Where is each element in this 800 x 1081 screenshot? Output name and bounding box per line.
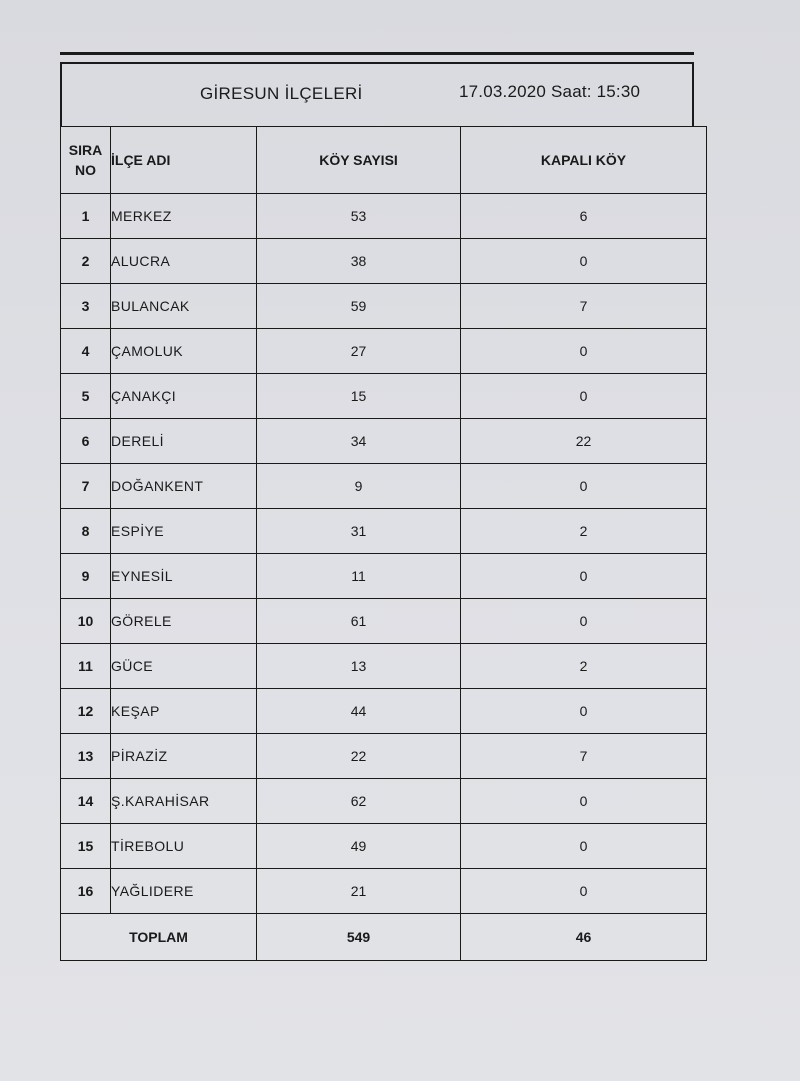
table-row — [61, 329, 707, 374]
village-count: 62 — [257, 779, 461, 824]
closed-village-count: 0 — [461, 329, 707, 374]
closed-village-count: 0 — [461, 779, 707, 824]
table-row — [61, 284, 707, 329]
district-name: PİRAZİZ — [111, 734, 257, 779]
closed-village-count: 22 — [461, 419, 707, 464]
row-number: 8 — [61, 509, 111, 554]
table-body — [61, 194, 707, 914]
table-row — [61, 374, 707, 419]
district-name: GÜCE — [111, 644, 257, 689]
closed-village-count: 0 — [461, 689, 707, 734]
village-count: 34 — [257, 419, 461, 464]
closed-village-count: 2 — [461, 509, 707, 554]
total-closed: 46 — [461, 914, 707, 961]
row-number: 10 — [61, 599, 111, 644]
table-row — [61, 689, 707, 734]
table-row — [61, 464, 707, 509]
village-count: 22 — [257, 734, 461, 779]
row-number: 14 — [61, 779, 111, 824]
village-count: 44 — [257, 689, 461, 734]
district-name: MERKEZ — [111, 194, 257, 239]
district-name: BULANCAK — [111, 284, 257, 329]
village-count: 59 — [257, 284, 461, 329]
district-name: DERELİ — [111, 419, 257, 464]
row-number: 4 — [61, 329, 111, 374]
table-row — [61, 509, 707, 554]
table-row — [61, 599, 707, 644]
row-number: 13 — [61, 734, 111, 779]
closed-village-count: 0 — [461, 374, 707, 419]
district-name: Ş.KARAHİSAR — [111, 779, 257, 824]
village-count: 49 — [257, 824, 461, 869]
table-row — [61, 194, 707, 239]
table-row — [61, 554, 707, 599]
column-header-no — [61, 127, 111, 194]
column-header-no-line1: SIRA — [68, 142, 103, 158]
row-number: 1 — [61, 194, 111, 239]
table-header-row — [61, 127, 707, 194]
row-number: 6 — [61, 419, 111, 464]
table-row — [61, 644, 707, 689]
district-name: ESPİYE — [111, 509, 257, 554]
district-name: ÇAMOLUK — [111, 329, 257, 374]
village-count: 27 — [257, 329, 461, 374]
village-count: 13 — [257, 644, 461, 689]
village-count: 11 — [257, 554, 461, 599]
top-rule — [60, 52, 694, 55]
row-number: 7 — [61, 464, 111, 509]
table-row — [61, 734, 707, 779]
header-box — [60, 62, 694, 126]
row-number: 11 — [61, 644, 111, 689]
closed-village-count: 6 — [461, 194, 707, 239]
village-count: 61 — [257, 599, 461, 644]
closed-village-count: 0 — [461, 464, 707, 509]
village-count: 9 — [257, 464, 461, 509]
district-name: GÖRELE — [111, 599, 257, 644]
district-name: DOĞANKENT — [111, 464, 257, 509]
row-number: 15 — [61, 824, 111, 869]
closed-village-count: 7 — [461, 284, 707, 329]
page-title: GİRESUN İLÇELERİ — [200, 84, 363, 103]
village-count: 38 — [257, 239, 461, 284]
date-time: 17.03.2020 Saat: 15:30 — [459, 82, 641, 101]
total-row — [61, 914, 707, 961]
village-count: 53 — [257, 194, 461, 239]
row-number: 12 — [61, 689, 111, 734]
closed-village-count: 0 — [461, 239, 707, 284]
district-name: KEŞAP — [111, 689, 257, 734]
row-number: 3 — [61, 284, 111, 329]
district-name: YAĞLIDERE — [111, 869, 257, 914]
village-count: 31 — [257, 509, 461, 554]
district-name: ÇANAKÇI — [111, 374, 257, 419]
closed-village-count: 0 — [461, 824, 707, 869]
column-header-closed: KAPALI KÖY — [461, 127, 707, 194]
row-number: 5 — [61, 374, 111, 419]
row-number: 9 — [61, 554, 111, 599]
table-row — [61, 419, 707, 464]
total-villages: 549 — [257, 914, 461, 961]
column-header-villages: KÖY SAYISI — [257, 127, 461, 194]
closed-village-count: 2 — [461, 644, 707, 689]
district-name: TİREBOLU — [111, 824, 257, 869]
table-row — [61, 869, 707, 914]
table-row — [61, 824, 707, 869]
table-row — [61, 239, 707, 284]
total-label: TOPLAM — [61, 914, 257, 961]
table-row — [61, 779, 707, 824]
district-name: EYNESİL — [111, 554, 257, 599]
column-header-no-line2: NO — [75, 162, 96, 178]
district-table — [60, 126, 707, 961]
village-count: 21 — [257, 869, 461, 914]
district-name: ALUCRA — [111, 239, 257, 284]
closed-village-count: 0 — [461, 869, 707, 914]
village-count: 15 — [257, 374, 461, 419]
row-number: 16 — [61, 869, 111, 914]
row-number: 2 — [61, 239, 111, 284]
closed-village-count: 0 — [461, 599, 707, 644]
closed-village-count: 7 — [461, 734, 707, 779]
closed-village-count: 0 — [461, 554, 707, 599]
column-header-name: İLÇE ADI — [111, 127, 257, 194]
